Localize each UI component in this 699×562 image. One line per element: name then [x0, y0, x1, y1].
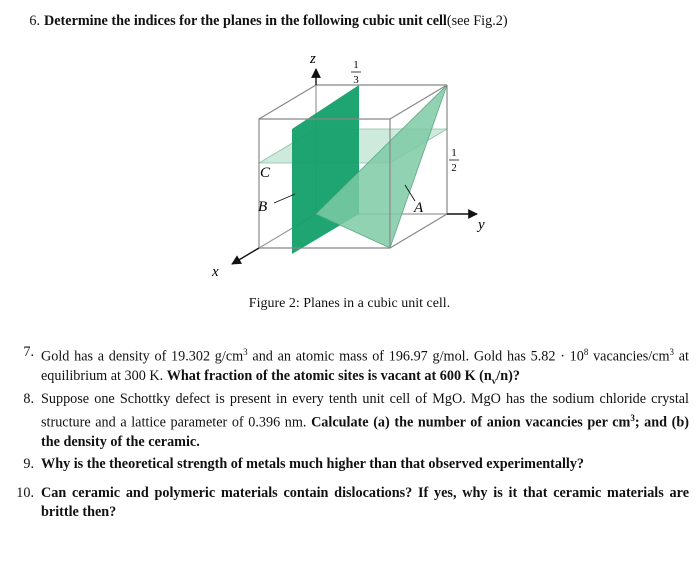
question-number: 8.	[23, 391, 34, 407]
question-text: Why is the theoretical strength of metals much higher than that observed experimentally?	[41, 456, 585, 472]
label-a: A	[414, 200, 424, 216]
cubic-unit-cell-figure	[200, 45, 530, 290]
x-axis-arrow	[232, 248, 259, 264]
svg-text:2: 2	[451, 162, 457, 174]
label-b-pointer	[274, 194, 295, 203]
figure-caption: Figure 2: Planes in a cubic unit cell.	[248, 296, 451, 311]
label-b: B	[258, 199, 268, 215]
fraction-one-third	[351, 59, 361, 86]
svg-text:1: 1	[353, 59, 359, 71]
fraction-one-half	[449, 147, 459, 174]
question-number: 6.	[29, 13, 40, 29]
axis-x-label: x	[212, 264, 219, 280]
axis-z-label: z	[310, 51, 316, 67]
question-text: Determine the indices for the planes in the following cubic unit cell	[44, 13, 447, 29]
svg-text:3: 3	[353, 74, 359, 86]
figure-reference: (see Fig.2)	[446, 13, 508, 29]
question-text: Can ceramic and polymeric materials contain dislocations? If yes, why is it that ceramic materials are brittle then?	[41, 485, 689, 520]
axis-y-label: y	[478, 217, 485, 233]
label-c: C	[260, 165, 271, 181]
question-number: 7.	[23, 344, 34, 360]
question-number: 9.	[23, 456, 34, 472]
question-number: 10.	[16, 485, 34, 501]
svg-text:1: 1	[451, 147, 457, 159]
